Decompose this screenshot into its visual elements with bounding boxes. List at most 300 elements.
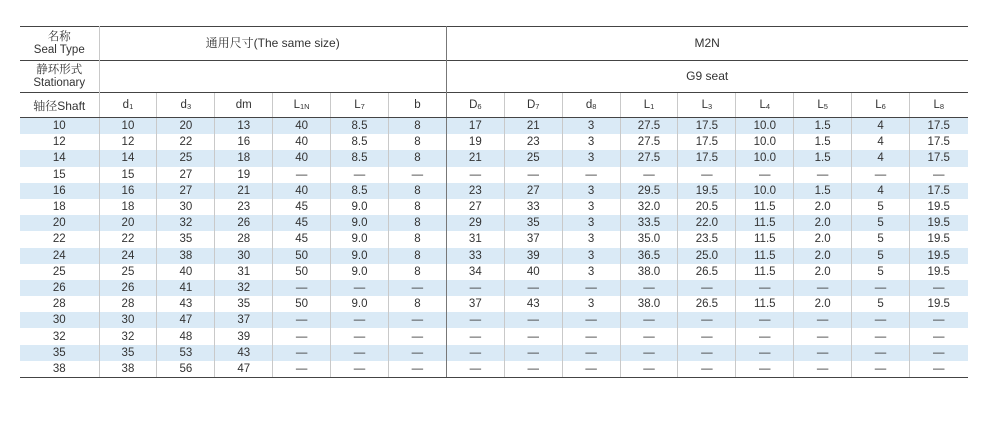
table-cell: — (446, 167, 504, 183)
column-header-subscript: 5 (823, 102, 828, 111)
table-cell: 2.0 (794, 264, 852, 280)
column-header-symbol: d (122, 99, 130, 111)
table-cell: 43 (157, 296, 215, 312)
table-cell: — (620, 361, 678, 378)
table-cell: — (273, 361, 331, 378)
table-cell: 29 (446, 215, 504, 231)
table-cell: — (446, 361, 504, 378)
table-cell: 37 (504, 231, 562, 247)
table-cell: — (736, 361, 794, 378)
shaft-value: 15 (52, 168, 66, 181)
table-cell: — (388, 361, 446, 378)
table-row (20, 248, 968, 264)
table-cell: 17.5 (910, 134, 968, 150)
table-cell: — (562, 312, 620, 328)
table-cell: 9.0 (331, 215, 389, 231)
table-cell: 3 (562, 215, 620, 231)
table-cell: 8 (388, 296, 446, 312)
table-cell: 28 (99, 296, 157, 312)
column-header (157, 93, 215, 118)
column-header-subscript: 1N (300, 102, 310, 111)
table-cell: — (388, 345, 446, 361)
table-cell: 10 (99, 118, 157, 135)
column-header (852, 93, 910, 118)
table-cell: 3 (562, 183, 620, 199)
table-cell: 11.5 (736, 199, 794, 215)
table-cell: — (794, 328, 852, 344)
table-cell: — (446, 312, 504, 328)
table-cell: 9.0 (331, 296, 389, 312)
table-cell: 45 (273, 231, 331, 247)
table-cell: 8.5 (331, 118, 389, 135)
table-cell: 19.5 (910, 215, 968, 231)
table-cell: 40 (273, 118, 331, 135)
table-cell: — (678, 345, 736, 361)
seal-dimension-table (20, 26, 968, 378)
table-cell: 17.5 (678, 134, 736, 150)
column-header-symbol: L (933, 99, 940, 111)
table-cell: — (852, 328, 910, 344)
table-cell: — (562, 328, 620, 344)
table-cell: — (678, 328, 736, 344)
table-cell: 37 (446, 296, 504, 312)
column-header-symbol: L (643, 99, 651, 111)
table-cell: 40 (273, 150, 331, 166)
table-cell: — (388, 312, 446, 328)
table-cell: 2.0 (794, 231, 852, 247)
table-cell: — (852, 167, 910, 183)
column-header-subscript: 4 (765, 102, 771, 111)
table-cell: 27 (446, 199, 504, 215)
table-cell: — (620, 312, 678, 328)
table-row (20, 264, 968, 280)
table-body (20, 27, 968, 378)
shaft-value: 32 (52, 330, 66, 343)
table-cell: — (331, 361, 389, 378)
column-header (620, 93, 678, 118)
table-cell: 27.5 (620, 134, 678, 150)
table-row (20, 150, 968, 166)
table-cell: — (504, 328, 562, 344)
table-cell: — (331, 167, 389, 183)
table-row (20, 134, 968, 150)
table-cell: 31 (215, 264, 273, 280)
table-row (20, 231, 968, 247)
shaft-value: 18 (52, 201, 66, 214)
table-cell: 31 (446, 231, 504, 247)
table-cell: 35.0 (620, 231, 678, 247)
table-cell: 10.0 (736, 118, 794, 135)
column-header-symbol: b (414, 99, 421, 111)
shaft-value: 16 (20, 183, 99, 199)
column-header-symbol: d (585, 99, 593, 111)
table-cell: 40 (504, 264, 562, 280)
table-cell: 22.0 (678, 215, 736, 231)
table-cell: 11.5 (736, 215, 794, 231)
table-cell: 28 (215, 231, 273, 247)
table-cell: 1.5 (794, 118, 852, 135)
table-cell: 40 (157, 264, 215, 280)
table-cell: 17 (446, 118, 504, 135)
table-row (20, 312, 968, 328)
table-cell: 21 (504, 118, 562, 135)
table-cell: — (794, 167, 852, 183)
table-cell: 12 (99, 134, 157, 150)
table-cell: 41 (157, 280, 215, 296)
table-cell: — (273, 280, 331, 296)
table-cell: 5 (852, 231, 910, 247)
table-cell: 5 (852, 296, 910, 312)
table-cell: 48 (157, 328, 215, 344)
column-header-symbol: L (701, 99, 708, 111)
column-header (446, 93, 504, 118)
table-cell: 19 (215, 167, 273, 183)
table-cell: — (504, 167, 562, 183)
table-cell: 27 (157, 167, 215, 183)
table-cell: 39 (215, 328, 273, 344)
table-cell: 38 (99, 361, 157, 378)
column-header (273, 93, 331, 118)
table-cell: 53 (157, 345, 215, 361)
table-cell: 27.5 (620, 118, 678, 135)
column-header-subscript: 1 (650, 102, 655, 111)
table-cell: 23 (446, 183, 504, 199)
table-cell: — (562, 167, 620, 183)
table-cell: 5 (852, 215, 910, 231)
table-cell: — (910, 280, 968, 296)
table-cell: 35 (215, 296, 273, 312)
table-cell: 19 (446, 134, 504, 150)
table-cell: — (273, 328, 331, 344)
table-cell: — (388, 328, 446, 344)
table-cell: 34 (446, 264, 504, 280)
table-row (20, 280, 968, 296)
column-header-subscript: 3 (708, 102, 713, 111)
table-cell: — (736, 345, 794, 361)
table-cell: — (446, 345, 504, 361)
shaft-value: 26 (20, 280, 99, 296)
table-cell: 19.5 (678, 183, 736, 199)
table-cell: 32 (215, 280, 273, 296)
table-cell: — (678, 280, 736, 296)
table-row (20, 199, 968, 215)
table-cell: 39 (504, 248, 562, 264)
table-cell: — (736, 280, 794, 296)
header-row-seal-type (20, 27, 968, 61)
table-cell: 24 (99, 248, 157, 264)
table-cell: 5 (852, 264, 910, 280)
table-cell: — (852, 312, 910, 328)
table-cell: 27 (504, 183, 562, 199)
table-cell: — (446, 280, 504, 296)
table-cell: — (331, 328, 389, 344)
shaft-header: 轴径Shaft (20, 93, 99, 118)
column-header (910, 93, 968, 118)
table-cell: 25 (504, 150, 562, 166)
table-cell: 45 (273, 215, 331, 231)
table-cell: — (736, 167, 794, 183)
stationary-label (20, 61, 99, 93)
table-cell: — (331, 345, 389, 361)
table-cell: 33 (446, 248, 504, 264)
table-cell: 25 (99, 264, 157, 280)
shaft-value: 20 (20, 215, 99, 231)
table-cell: 27 (157, 183, 215, 199)
column-header-symbol: L (354, 99, 361, 111)
table-cell: — (852, 361, 910, 378)
table-cell: 8 (388, 215, 446, 231)
header-row-stationary (20, 61, 968, 93)
table-cell: 8.5 (331, 183, 389, 199)
column-header-symbol: D (526, 99, 536, 111)
table-cell: 50 (273, 248, 331, 264)
table-cell: 2.0 (794, 248, 852, 264)
table-row (20, 215, 968, 231)
table-cell: — (678, 312, 736, 328)
column-header-symbol: D (469, 99, 478, 111)
table-cell: 3 (562, 296, 620, 312)
table-cell: 26.5 (678, 296, 736, 312)
table-cell: 4 (852, 150, 910, 166)
table-cell: 21 (446, 150, 504, 166)
model-header: M2N (446, 27, 967, 61)
table-cell: — (504, 312, 562, 328)
table-cell: 35 (504, 215, 562, 231)
table-cell: 5 (852, 248, 910, 264)
table-cell: 29.5 (620, 183, 678, 199)
table-cell: 11.5 (736, 248, 794, 264)
table-cell: 16 (99, 183, 157, 199)
table-cell: 19.5 (910, 248, 968, 264)
table-cell: 3 (562, 150, 620, 166)
table-cell: 45 (273, 199, 331, 215)
table-cell: 3 (562, 134, 620, 150)
table-cell: 22 (99, 231, 157, 247)
column-header-subscript: 6 (477, 102, 482, 111)
table-cell: — (504, 280, 562, 296)
table-cell: — (794, 361, 852, 378)
table-cell: — (620, 345, 678, 361)
table-row (20, 296, 968, 312)
table-row (20, 361, 968, 378)
column-header-symbol: L (875, 99, 882, 111)
table-cell: 16 (215, 134, 273, 150)
table-cell: 8 (388, 118, 446, 135)
table-cell: 36.5 (620, 248, 678, 264)
table-cell: 2.0 (794, 296, 852, 312)
table-cell: 21 (215, 183, 273, 199)
column-header-symbol: L (759, 99, 766, 111)
table-cell: 32 (99, 328, 157, 344)
shaft-value: 24 (20, 248, 99, 264)
column-header (504, 93, 562, 118)
table-cell: 17.5 (910, 150, 968, 166)
table-cell: — (910, 167, 968, 183)
table-cell: 19.5 (910, 296, 968, 312)
table-cell: 22 (157, 134, 215, 150)
stationary-en: Stationary (33, 76, 86, 89)
table-cell: 13 (215, 118, 273, 135)
table-cell: — (910, 361, 968, 378)
table-cell: — (678, 167, 736, 183)
table-cell: 4 (852, 183, 910, 199)
table-cell: 43 (215, 345, 273, 361)
table-cell: — (620, 167, 678, 183)
table-cell: 1.5 (794, 183, 852, 199)
table-cell: 50 (273, 296, 331, 312)
table-cell: 11.5 (736, 264, 794, 280)
table-cell: 32.0 (620, 199, 678, 215)
column-header-symbol: d (180, 99, 187, 111)
table-cell: 20 (157, 118, 215, 135)
table-cell: — (678, 361, 736, 378)
table-cell: 30 (215, 248, 273, 264)
column-header (215, 93, 273, 118)
shaft-value: 14 (20, 150, 99, 166)
table-cell: — (736, 328, 794, 344)
stationary-empty-cell (99, 61, 446, 93)
table-cell: 9.0 (331, 199, 389, 215)
table-cell: — (446, 328, 504, 344)
table-cell: — (910, 312, 968, 328)
column-header (562, 93, 620, 118)
column-header-row (20, 93, 968, 118)
table-cell: — (331, 280, 389, 296)
table-cell: — (331, 312, 389, 328)
table-cell: 25.0 (678, 248, 736, 264)
table-cell: 33 (504, 199, 562, 215)
table-cell: — (910, 345, 968, 361)
table-cell: — (794, 312, 852, 328)
table-cell: 17.5 (910, 183, 968, 199)
shaft-value: 25 (52, 265, 66, 278)
column-header (736, 93, 794, 118)
seal-type-en: Seal Type (33, 43, 85, 56)
column-header-subscript: 7 (535, 102, 540, 111)
shaft-value: 35 (20, 345, 99, 361)
table-cell: 10.0 (736, 134, 794, 150)
table-cell: 3 (562, 118, 620, 135)
column-header-subscript: 3 (186, 102, 192, 111)
table-cell: 47 (157, 312, 215, 328)
table-cell: 23 (504, 134, 562, 150)
column-header (678, 93, 736, 118)
table-cell: 35 (99, 345, 157, 361)
table-cell: 40 (273, 183, 331, 199)
table-row (20, 183, 968, 199)
table-cell: 38.0 (620, 264, 678, 280)
table-cell: 14 (99, 150, 157, 166)
table-cell: 18 (99, 199, 157, 215)
column-header (99, 93, 157, 118)
table-cell: 2.0 (794, 199, 852, 215)
table-cell: 17.5 (678, 150, 736, 166)
table-cell: — (562, 280, 620, 296)
table-cell: 17.5 (678, 118, 736, 135)
table-cell: — (388, 280, 446, 296)
column-header-subscript: 1 (129, 102, 134, 111)
seal-type-label (20, 27, 99, 61)
table-cell: — (388, 167, 446, 183)
table-cell: 10.0 (736, 183, 794, 199)
table-cell: 8 (388, 183, 446, 199)
column-header-symbol: L (293, 99, 301, 111)
table-cell: 19.5 (910, 264, 968, 280)
table-cell: 40 (273, 134, 331, 150)
table-cell: 17.5 (910, 118, 968, 135)
seat-header: G9 seat (446, 61, 967, 93)
table-cell: 19.5 (910, 231, 968, 247)
table-cell: 26 (99, 280, 157, 296)
table-cell: 25 (157, 150, 215, 166)
shaft-value: 28 (52, 298, 66, 311)
column-header (388, 93, 446, 118)
table-cell: 8.5 (331, 134, 389, 150)
table-cell: 30 (99, 312, 157, 328)
table-cell: 3 (562, 231, 620, 247)
column-header-subscript: 6 (881, 102, 886, 111)
table-cell: 50 (273, 264, 331, 280)
table-cell: 9.0 (331, 248, 389, 264)
column-header-subscript: 8 (592, 102, 597, 111)
table-cell: 47 (215, 361, 273, 378)
table-cell: 26.5 (678, 264, 736, 280)
table-cell: 26 (215, 215, 273, 231)
table-cell: 8 (388, 248, 446, 264)
table-cell: 38.0 (620, 296, 678, 312)
column-header (331, 93, 389, 118)
same-size-header: 通用尺寸(The same size) (99, 27, 446, 61)
table-cell: 19.5 (910, 199, 968, 215)
seal-type-cn: 名称 (47, 30, 71, 43)
table-cell: — (794, 345, 852, 361)
column-header (794, 93, 852, 118)
table-cell: — (852, 345, 910, 361)
stationary-cn: 静环形式 (36, 63, 83, 76)
table-cell: 43 (504, 296, 562, 312)
table-cell: — (562, 345, 620, 361)
table-cell: 56 (157, 361, 215, 378)
table-cell: 23.5 (678, 231, 736, 247)
table-cell: — (620, 280, 678, 296)
table-cell: — (736, 312, 794, 328)
column-header-subscript: 8 (939, 102, 945, 111)
table-row (20, 167, 968, 183)
table-cell: 9.0 (331, 264, 389, 280)
table-cell: 20.5 (678, 199, 736, 215)
table-cell: 20 (99, 215, 157, 231)
table-cell: — (273, 167, 331, 183)
table-cell: 11.5 (736, 231, 794, 247)
table-cell: — (273, 345, 331, 361)
table-cell: 10.0 (736, 150, 794, 166)
table-row (20, 328, 968, 344)
shaft-value: 22 (52, 233, 66, 246)
column-header-symbol: L (817, 99, 824, 111)
table-cell: 5 (852, 199, 910, 215)
table-cell: 37 (215, 312, 273, 328)
table-cell: — (852, 280, 910, 296)
table-cell: 18 (215, 150, 273, 166)
table-cell: — (794, 280, 852, 296)
table-cell: 11.5 (736, 296, 794, 312)
table-cell: 8 (388, 231, 446, 247)
table-row (20, 118, 968, 135)
table-cell: 8 (388, 150, 446, 166)
table-cell: 8 (388, 199, 446, 215)
table-cell: 30 (157, 199, 215, 215)
table-cell: 4 (852, 118, 910, 135)
